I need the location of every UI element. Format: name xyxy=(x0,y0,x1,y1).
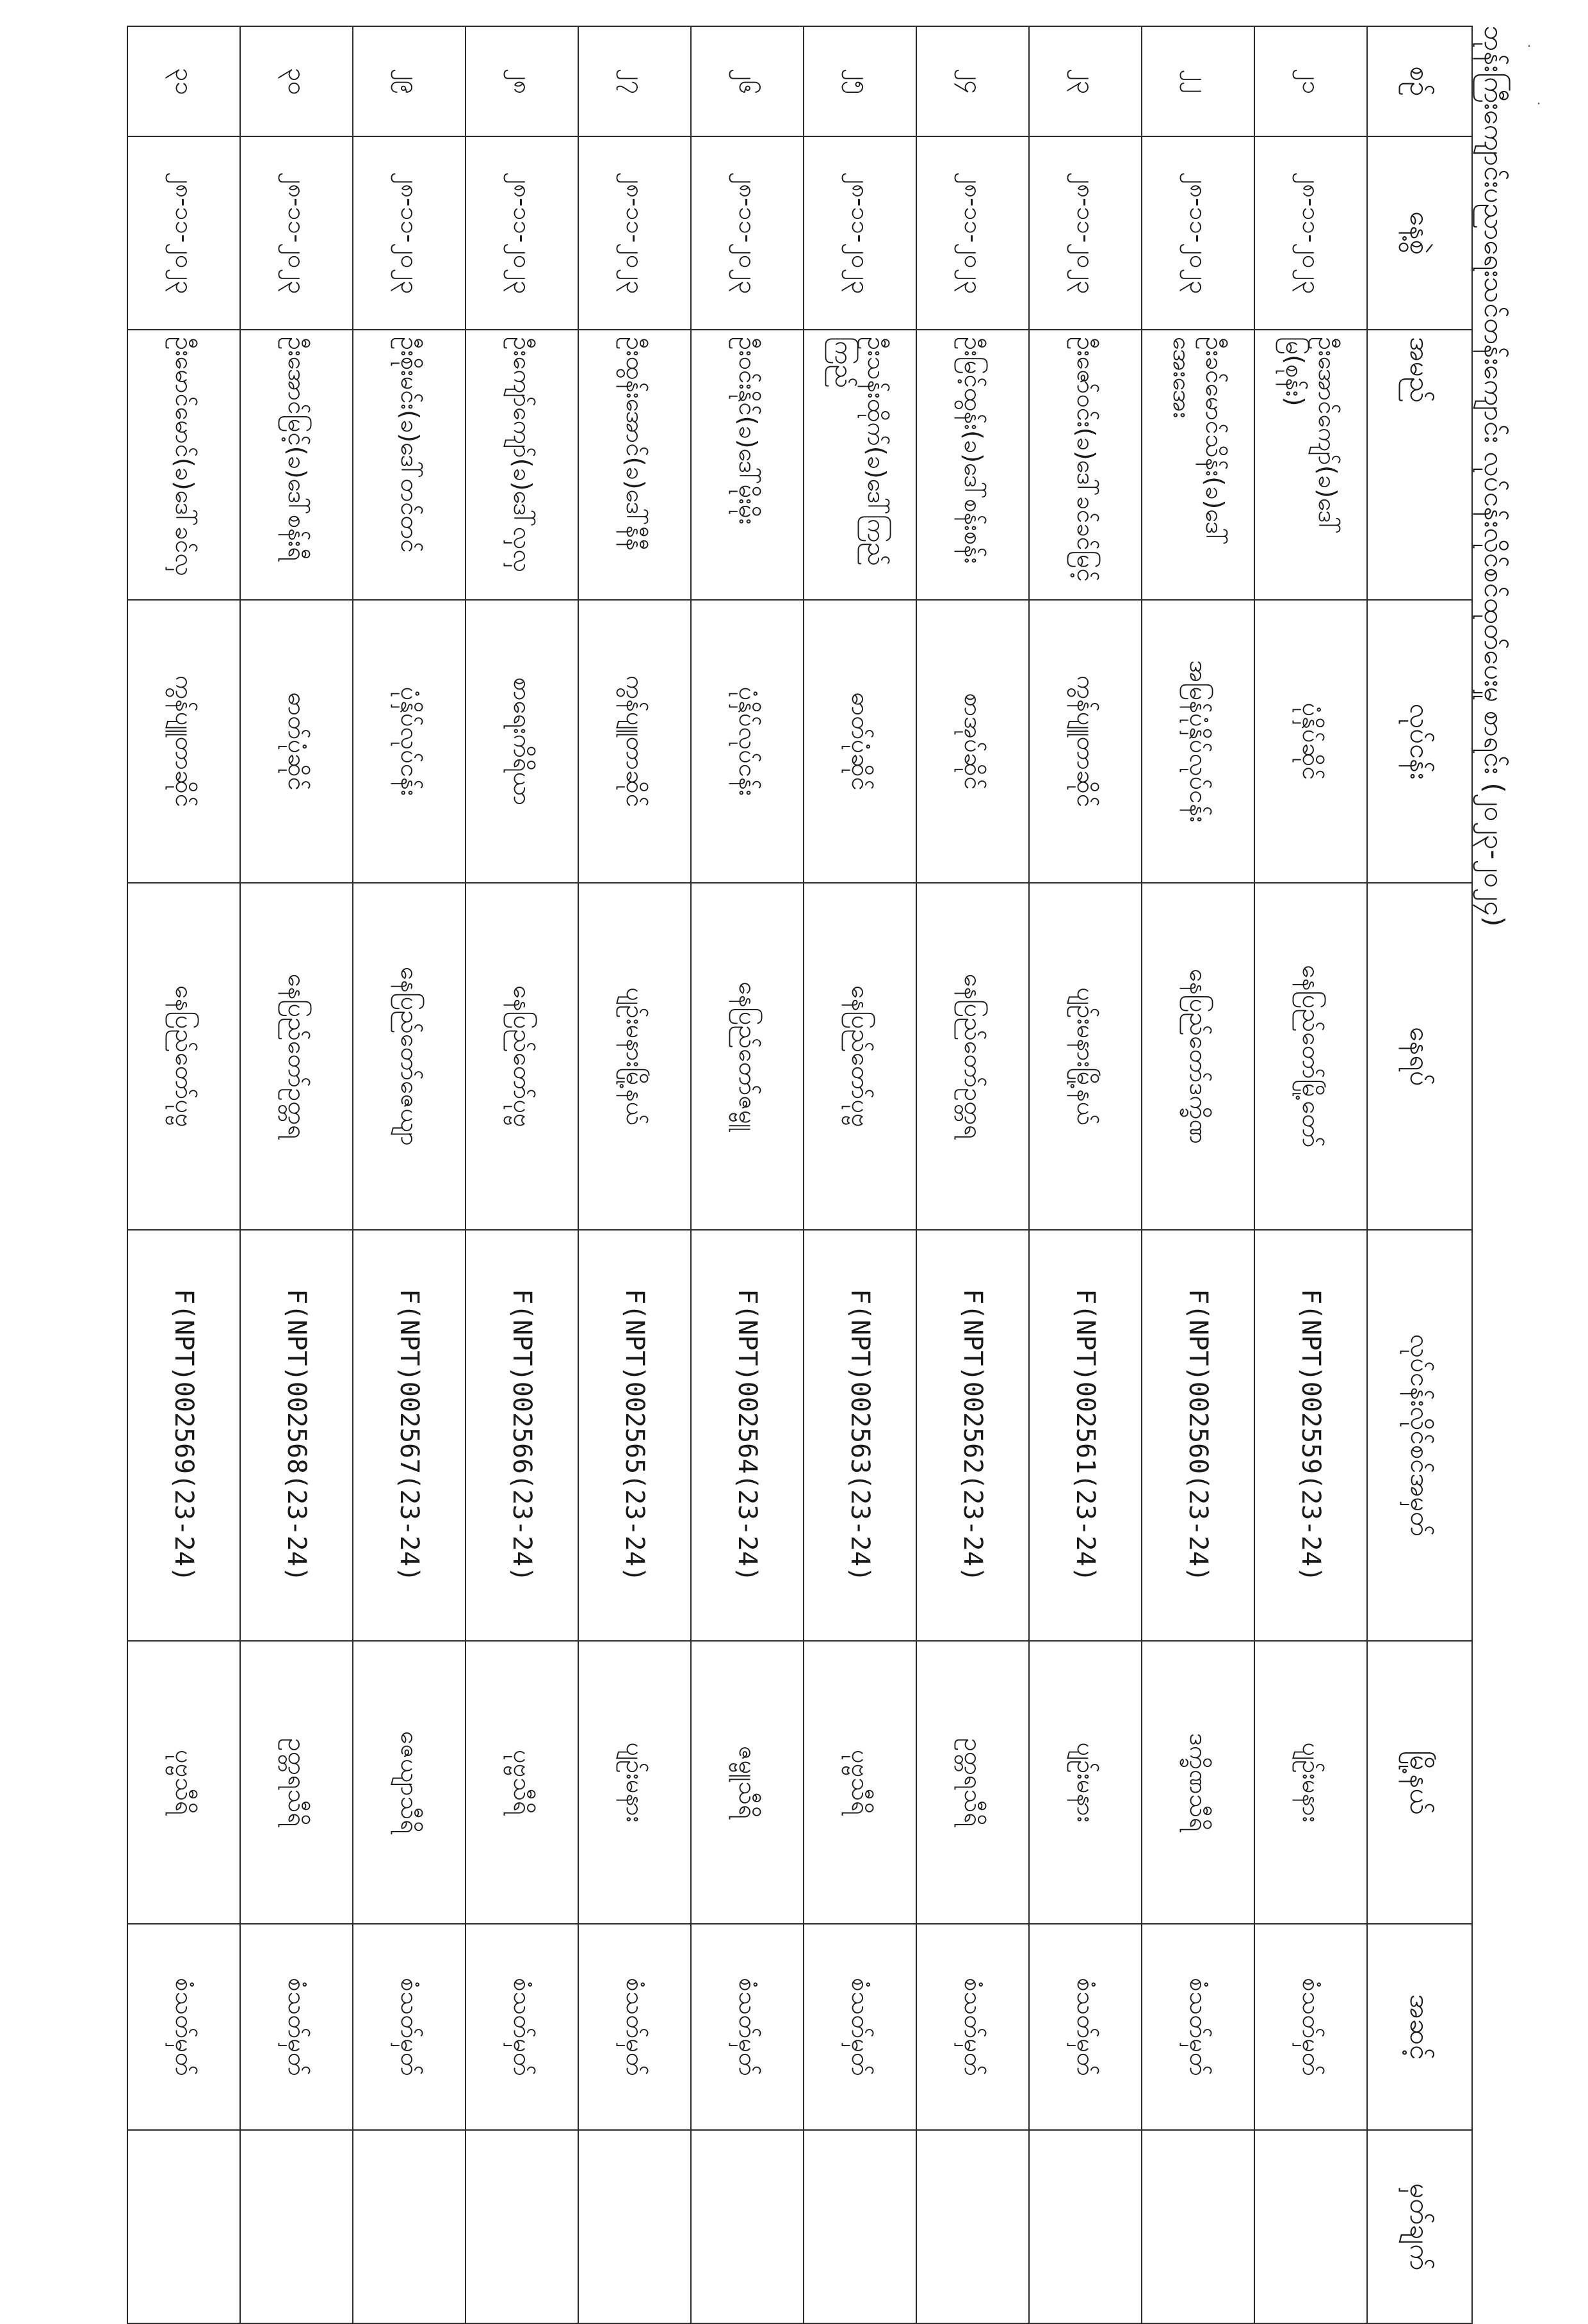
cell-address: နေပြည်တော်ဥတ္တရ xyxy=(916,883,1029,1230)
cell-address: ပျဉ်းမနားမြို့နယ် xyxy=(578,883,691,1230)
cell-remark xyxy=(353,2130,466,2323)
cell-license: F(NPT)002559(23-24) xyxy=(1254,1230,1367,1641)
cell-name: ဦးမောင်မောင်(ခ)ဒေါ်ခင်လှ xyxy=(127,330,240,600)
cell-address: နေပြည်တော်ပုဗ္ဗ xyxy=(804,883,916,1230)
cell-firm: စာအုပ်ဆိုင် xyxy=(916,600,1029,883)
cell-firm: ကွန်ပျူတာဆိုင် xyxy=(1029,600,1142,883)
cell-license: F(NPT)002561(23-24) xyxy=(1029,1230,1142,1641)
cell-region: ဥတ္တရသီရိ xyxy=(916,1641,1029,1924)
header-date: နေ့စွဲ xyxy=(1367,136,1472,330)
table-row xyxy=(916,26,1029,2323)
cell-license: F(NPT)002567(23-24) xyxy=(353,1230,466,1641)
cell-firm: ဓာတ်ပုံဆိုင် xyxy=(240,600,353,883)
cell-firm: ကွန်ပျူတာဆိုင် xyxy=(127,600,240,883)
cell-region: ဇေယျာသီရိ xyxy=(353,1641,466,1924)
cell-region: ဇမ္ဗူသီရိ xyxy=(691,1641,804,1924)
header-no: စဉ် xyxy=(1367,26,1472,136)
cell-date: ၂၈-၁၁-၂၀၂၃ xyxy=(1254,136,1367,330)
cell-firm: စာရေးကိရိယာ xyxy=(466,600,578,883)
cell-no: ၂၃ xyxy=(1029,26,1142,136)
table-row xyxy=(578,26,691,2323)
cell-name: ဦးအောင်မြင့်(ခ)ဒေါ်စန်းရီ xyxy=(240,330,353,600)
cell-name: ဦးမြင့်ထွန်း(ခ)ဒေါ်စန်းစန်း xyxy=(916,330,1029,600)
cell-address: နေပြည်တော်ဇေယျာ xyxy=(353,883,466,1230)
cell-name: ဦးဝင်းနိုင်(ခ)ဒေါ်မိုးမိုး xyxy=(691,330,804,600)
cell-firm: ပုံနှိပ်ဆိုင် xyxy=(1254,600,1367,883)
cell-remark xyxy=(916,2130,1029,2323)
cell-region: ပျဉ်းမနား xyxy=(578,1641,691,1924)
header-region: မြို့နယ် xyxy=(1367,1641,1472,1924)
cell-grade: စံသတ်မှတ် xyxy=(916,1924,1029,2130)
cell-name: ဦးစိုးမင်း(ခ)ဒေါ်တင်တင် xyxy=(353,330,466,600)
cell-firm: အမြန်ပုံနှိပ်လုပ်ငန်း xyxy=(1142,600,1254,883)
cell-grade: စံသတ်မှတ် xyxy=(1029,1924,1142,2130)
cell-no: ၂၉ xyxy=(353,26,466,136)
cell-firm: ပုံနှိပ်လုပ်ငန်း xyxy=(691,600,804,883)
cell-no: ၂၇ xyxy=(578,26,691,136)
cell-license: F(NPT)002564(23-24) xyxy=(691,1230,804,1641)
header-grade: အဆင့် xyxy=(1367,1924,1472,2130)
rotated-table-wrapper xyxy=(26,26,1473,2271)
header-address: နေရပ် xyxy=(1367,883,1472,1230)
cell-remark xyxy=(578,2130,691,2323)
cell-region: ပုဗ္ဗသီရိ xyxy=(804,1641,916,1924)
table-body xyxy=(127,26,1367,2323)
table-row xyxy=(466,26,578,2323)
scan-speck: · xyxy=(1537,96,1541,111)
cell-grade: စံသတ်မှတ် xyxy=(691,1924,804,2130)
cell-region: ပျဉ်းမနား xyxy=(1029,1641,1142,1924)
cell-address: နေပြည်တော်ဒက္ခိဏ xyxy=(1142,883,1254,1230)
cell-name: ဦးခင်မောင်သိန်း(ခ)ဒေါ်အေးအေး xyxy=(1142,330,1254,600)
cell-no: ၂၁ xyxy=(1254,26,1367,136)
license-table xyxy=(127,26,1473,2324)
cell-no: ၂၄ xyxy=(916,26,1029,136)
cell-date: ၂၈-၁၁-၂၀၂၃ xyxy=(466,136,578,330)
cell-address: နေပြည်တော်ဥတ္တရ xyxy=(240,883,353,1230)
cell-no: ၂၆ xyxy=(691,26,804,136)
cell-date: ၂၈-၁၁-၂၀၂၃ xyxy=(1142,136,1254,330)
document-title: ဘုန်းကြီးကျောင်းပညာရေးသင်တန်းကျောင်း လုပ်ငန်းလိုင်စင်ထုတ်ပေးမှု စာရင်း (၂၀၂၃-၂၀၂၄) xyxy=(1479,26,1510,927)
cell-region: ဥတ္တရသီရိ xyxy=(240,1641,353,1924)
cell-date: ၂၈-၁၁-၂၀၂၃ xyxy=(353,136,466,330)
cell-date: ၂၈-၁၁-၂၀၂၃ xyxy=(804,136,916,330)
cell-license: F(NPT)002568(23-24) xyxy=(240,1230,353,1641)
header-license: လုပ်ငန်းလိုင်စင်အမှတ် xyxy=(1367,1230,1472,1641)
table-row xyxy=(691,26,804,2323)
cell-no: ၃၀ xyxy=(240,26,353,136)
cell-firm: ကွန်ပျူတာဆိုင် xyxy=(578,600,691,883)
cell-date: ၂၈-၁၁-၂၀၂၃ xyxy=(127,136,240,330)
table-row xyxy=(1142,26,1254,2323)
cell-date: ၂၈-၁၁-၂၀၂၃ xyxy=(240,136,353,330)
cell-no: ၂၈ xyxy=(466,26,578,136)
cell-remark xyxy=(127,2130,240,2323)
table-row xyxy=(353,26,466,2323)
cell-region: ပုဗ္ဗသီရိ xyxy=(466,1641,578,1924)
cell-name: ဦးကျော်ကျော်(ခ)ဒေါ်လှလှ xyxy=(466,330,578,600)
cell-date: ၂၈-၁၁-၂၀၂၃ xyxy=(1029,136,1142,330)
cell-grade: စံသတ်မှတ် xyxy=(804,1924,916,2130)
cell-firm: ပုံနှိပ်လုပ်ငန်း xyxy=(353,600,466,883)
cell-remark xyxy=(804,2130,916,2323)
cell-region: ပျဉ်းမနား xyxy=(1254,1641,1367,1924)
cell-license: F(NPT)002566(23-24) xyxy=(466,1230,578,1641)
cell-remark xyxy=(691,2130,804,2323)
cell-grade: စံသတ်မှတ် xyxy=(127,1924,240,2130)
cell-remark xyxy=(240,2130,353,2323)
cell-grade: စံသတ်မှတ် xyxy=(353,1924,466,2130)
cell-no: ၂၂ xyxy=(1142,26,1254,136)
header-name: အမည် xyxy=(1367,330,1472,600)
cell-address: နေပြည်တော်ဇမ္ဗူ xyxy=(691,883,804,1230)
cell-grade: စံသတ်မှတ် xyxy=(240,1924,353,2130)
cell-license: F(NPT)002560(23-24) xyxy=(1142,1230,1254,1641)
cell-region: ဒက္ခိဏသီရိ xyxy=(1142,1641,1254,1924)
cell-date: ၂၈-၁၁-၂၀၂၃ xyxy=(691,136,804,330)
header-firm: လုပ်ငန်း xyxy=(1367,600,1472,883)
cell-region: ပုဗ္ဗသီရိ xyxy=(127,1641,240,1924)
table-row xyxy=(804,26,916,2323)
cell-no: ၃၁ xyxy=(127,26,240,136)
cell-remark xyxy=(1254,2130,1367,2323)
cell-remark xyxy=(466,2130,578,2323)
cell-grade: စံသတ်မှတ် xyxy=(466,1924,578,2130)
table-header-row xyxy=(1367,26,1472,2323)
cell-grade: စံသတ်မှတ် xyxy=(1254,1924,1367,2130)
cell-name: ဦးဇော်ဝင်း(ခ)ဒေါ်ခင်ခင်မြင့် xyxy=(1029,330,1142,600)
cell-name: ဦးသန်းထိုက်(ခ)ဒေါ်ကြည်ကြည် xyxy=(804,330,916,600)
cell-address: နေပြည်တော်ပုဗ္ဗ xyxy=(466,883,578,1230)
cell-address: နေပြည်တော်မြို့တော် xyxy=(1254,883,1367,1230)
cell-remark xyxy=(1029,2130,1142,2323)
cell-date: ၂၈-၁၁-၂၀၂၃ xyxy=(916,136,1029,330)
cell-address: ပျဉ်းမနားမြို့နယ် xyxy=(1029,883,1142,1230)
cell-name: ဦးအောင်ကျော်(ခ)ဒေါ်မြ(စုန်း) xyxy=(1254,330,1367,600)
cell-remark xyxy=(1142,2130,1254,2323)
cell-license: F(NPT)002569(23-24) xyxy=(127,1230,240,1641)
scan-speck: · xyxy=(1527,38,1532,54)
table-row xyxy=(127,26,240,2323)
cell-grade: စံသတ်မှတ် xyxy=(578,1924,691,2130)
cell-address: နေပြည်တော်ပုဗ္ဗ xyxy=(127,883,240,1230)
cell-license: F(NPT)002565(23-24) xyxy=(578,1230,691,1641)
cell-license: F(NPT)002563(23-24) xyxy=(804,1230,916,1641)
cell-date: ၂၈-၁၁-၂၀၂၃ xyxy=(578,136,691,330)
cell-firm: ဓာတ်ပုံဆိုင် xyxy=(804,600,916,883)
table-row xyxy=(1029,26,1142,2323)
cell-grade: စံသတ်မှတ် xyxy=(1142,1924,1254,2130)
cell-license: F(NPT)002562(23-24) xyxy=(916,1230,1029,1641)
cell-no: ၂၅ xyxy=(804,26,916,136)
cell-name: ဦးထွန်းအောင်(ခ)ဒေါ်နီနီ xyxy=(578,330,691,600)
header-remark: မှတ်ချက် xyxy=(1367,2130,1472,2323)
table-row xyxy=(1254,26,1367,2323)
table-row xyxy=(240,26,353,2323)
